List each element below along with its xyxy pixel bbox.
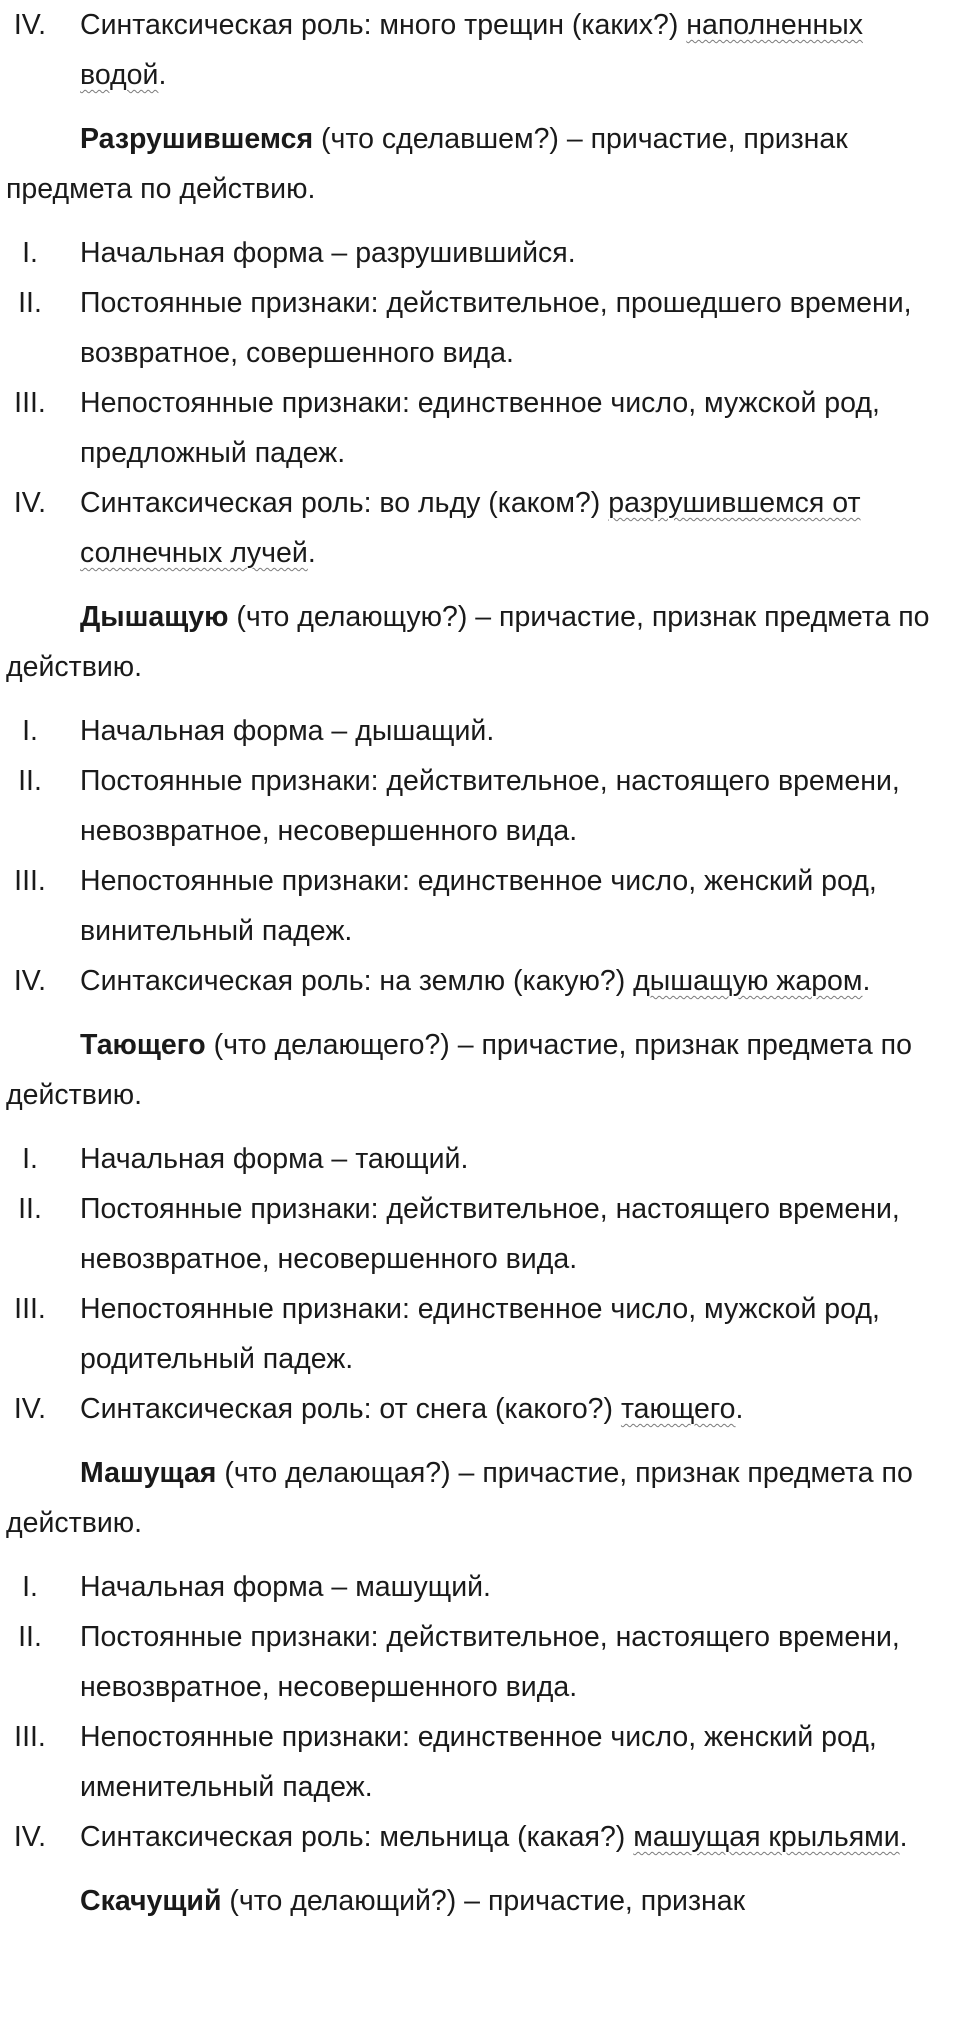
list-item-text: Синтаксическая роль: на землю (какую?) bbox=[80, 965, 634, 997]
list-item bbox=[0, 1284, 960, 1384]
list-item-text: Постоянные признаки: действительное, настоящего времени, невозвратное, несовершенного вида. bbox=[80, 1621, 900, 1703]
list-item-text: Начальная форма – дышащий. bbox=[80, 715, 495, 747]
underlined-phrase: разрушившемся от солнечных лучей bbox=[80, 487, 861, 569]
paragraph bbox=[0, 1876, 960, 1926]
paragraph-term: Тающего bbox=[80, 1029, 206, 1061]
list-item bbox=[0, 278, 960, 378]
list-item-text: Начальная форма – разрушившийся. bbox=[80, 237, 576, 269]
list-item-text: Постоянные признаки: действительное, настоящего времени, невозвратное, несовершенного вида. bbox=[80, 765, 900, 847]
paragraph-term: Скачущий bbox=[80, 1885, 222, 1917]
list-item-number: III. bbox=[14, 1721, 46, 1753]
list-item bbox=[0, 706, 960, 756]
paragraph-text: (что сделавшем?) – причастие, признак предмета по действию. bbox=[6, 123, 848, 205]
list-item-number: IV. bbox=[13, 487, 47, 519]
list-item bbox=[0, 1184, 960, 1284]
list-item-text: Синтаксическая роль: мельница (какая?) bbox=[80, 1821, 634, 1853]
list-item-number: I. bbox=[22, 1571, 38, 1603]
list-item-number: IV. bbox=[13, 9, 47, 41]
paragraph bbox=[0, 1448, 960, 1548]
paragraph bbox=[0, 114, 960, 214]
list-item bbox=[0, 1134, 960, 1184]
list-item-number: IV. bbox=[13, 1393, 47, 1425]
paragraph bbox=[0, 592, 960, 692]
list-item-text: Непостоянные признаки: единственное число, женский род, именительный падеж. bbox=[80, 1721, 877, 1803]
underlined-phrase: наполненных водой bbox=[80, 9, 863, 91]
list-item bbox=[0, 1612, 960, 1712]
list-item-tail: . bbox=[735, 1393, 744, 1425]
list-item-text: Синтаксическая роль: много трещин (каких?) bbox=[80, 9, 687, 41]
list-item-number: I. bbox=[22, 1143, 38, 1175]
list-item-text: Непостоянные признаки: единственное число, мужской род, предложный падеж. bbox=[80, 387, 880, 469]
list-item bbox=[0, 956, 960, 1006]
list-item-text: Начальная форма – тающий. bbox=[80, 1143, 469, 1175]
paragraph bbox=[0, 1020, 960, 1120]
list-item-number: III. bbox=[14, 387, 46, 419]
paragraph-text: (что делающего?) – причастие, признак предмета по действию. bbox=[6, 1029, 912, 1111]
list-item-text: Синтаксическая роль: во льду (каком?) bbox=[80, 487, 609, 519]
list-item-text: Постоянные признаки: действительное, настоящего времени, невозвратное, несовершенного вида. bbox=[80, 1193, 900, 1275]
list-item bbox=[0, 478, 960, 578]
underlined-phrase: дышащую жаром bbox=[633, 965, 863, 997]
paragraph-term: Разрушившемся bbox=[80, 123, 314, 155]
list-item bbox=[0, 1562, 960, 1612]
list-item-tail: . bbox=[862, 965, 871, 997]
paragraph-term: Машущая bbox=[80, 1457, 217, 1489]
list-item-number: II. bbox=[18, 1193, 42, 1225]
list-item-number: I. bbox=[22, 237, 38, 269]
list-item-text: Непостоянные признаки: единственное число, мужской род, родительный падеж. bbox=[80, 1293, 880, 1375]
list-item bbox=[0, 0, 960, 100]
list-item-number: III. bbox=[14, 865, 46, 897]
list-item-text: Начальная форма – машущий. bbox=[80, 1571, 491, 1603]
list-item-text: Постоянные признаки: действительное, прошедшего времени, возвратное, совершенного вида. bbox=[80, 287, 912, 369]
underlined-phrase: машущая крыльями bbox=[633, 1821, 900, 1853]
list-item-tail: . bbox=[158, 59, 167, 91]
list-item-tail: . bbox=[307, 537, 316, 569]
paragraph-text: (что делающая?) – причастие, признак предмета по действию. bbox=[6, 1457, 913, 1539]
list-item-tail: . bbox=[899, 1821, 908, 1853]
underlined-phrase: тающего bbox=[620, 1393, 736, 1425]
list-item bbox=[0, 856, 960, 956]
list-item bbox=[0, 228, 960, 278]
list-item-number: II. bbox=[18, 1621, 42, 1653]
list-item-text: Синтаксическая роль: от снега (какого?) bbox=[80, 1393, 621, 1425]
list-item bbox=[0, 1384, 960, 1434]
list-item bbox=[0, 1812, 960, 1862]
list-item-number: III. bbox=[14, 1293, 46, 1325]
paragraph-term: Дышащую bbox=[80, 601, 229, 633]
list-item-number: II. bbox=[18, 287, 42, 319]
list-item-number: IV. bbox=[13, 965, 47, 997]
list-item-number: IV. bbox=[13, 1821, 47, 1853]
list-item-text: Непостоянные признаки: единственное число, женский род, винительный падеж. bbox=[80, 865, 877, 947]
paragraph-text: (что делающую?) – причастие, признак предмета по действию. bbox=[6, 601, 930, 683]
list-item bbox=[0, 756, 960, 856]
list-item-number: II. bbox=[18, 765, 42, 797]
list-item bbox=[0, 378, 960, 478]
paragraph-text: (что делающий?) – причастие, признак bbox=[221, 1885, 746, 1917]
list-item bbox=[0, 1712, 960, 1812]
list-item-number: I. bbox=[22, 715, 38, 747]
